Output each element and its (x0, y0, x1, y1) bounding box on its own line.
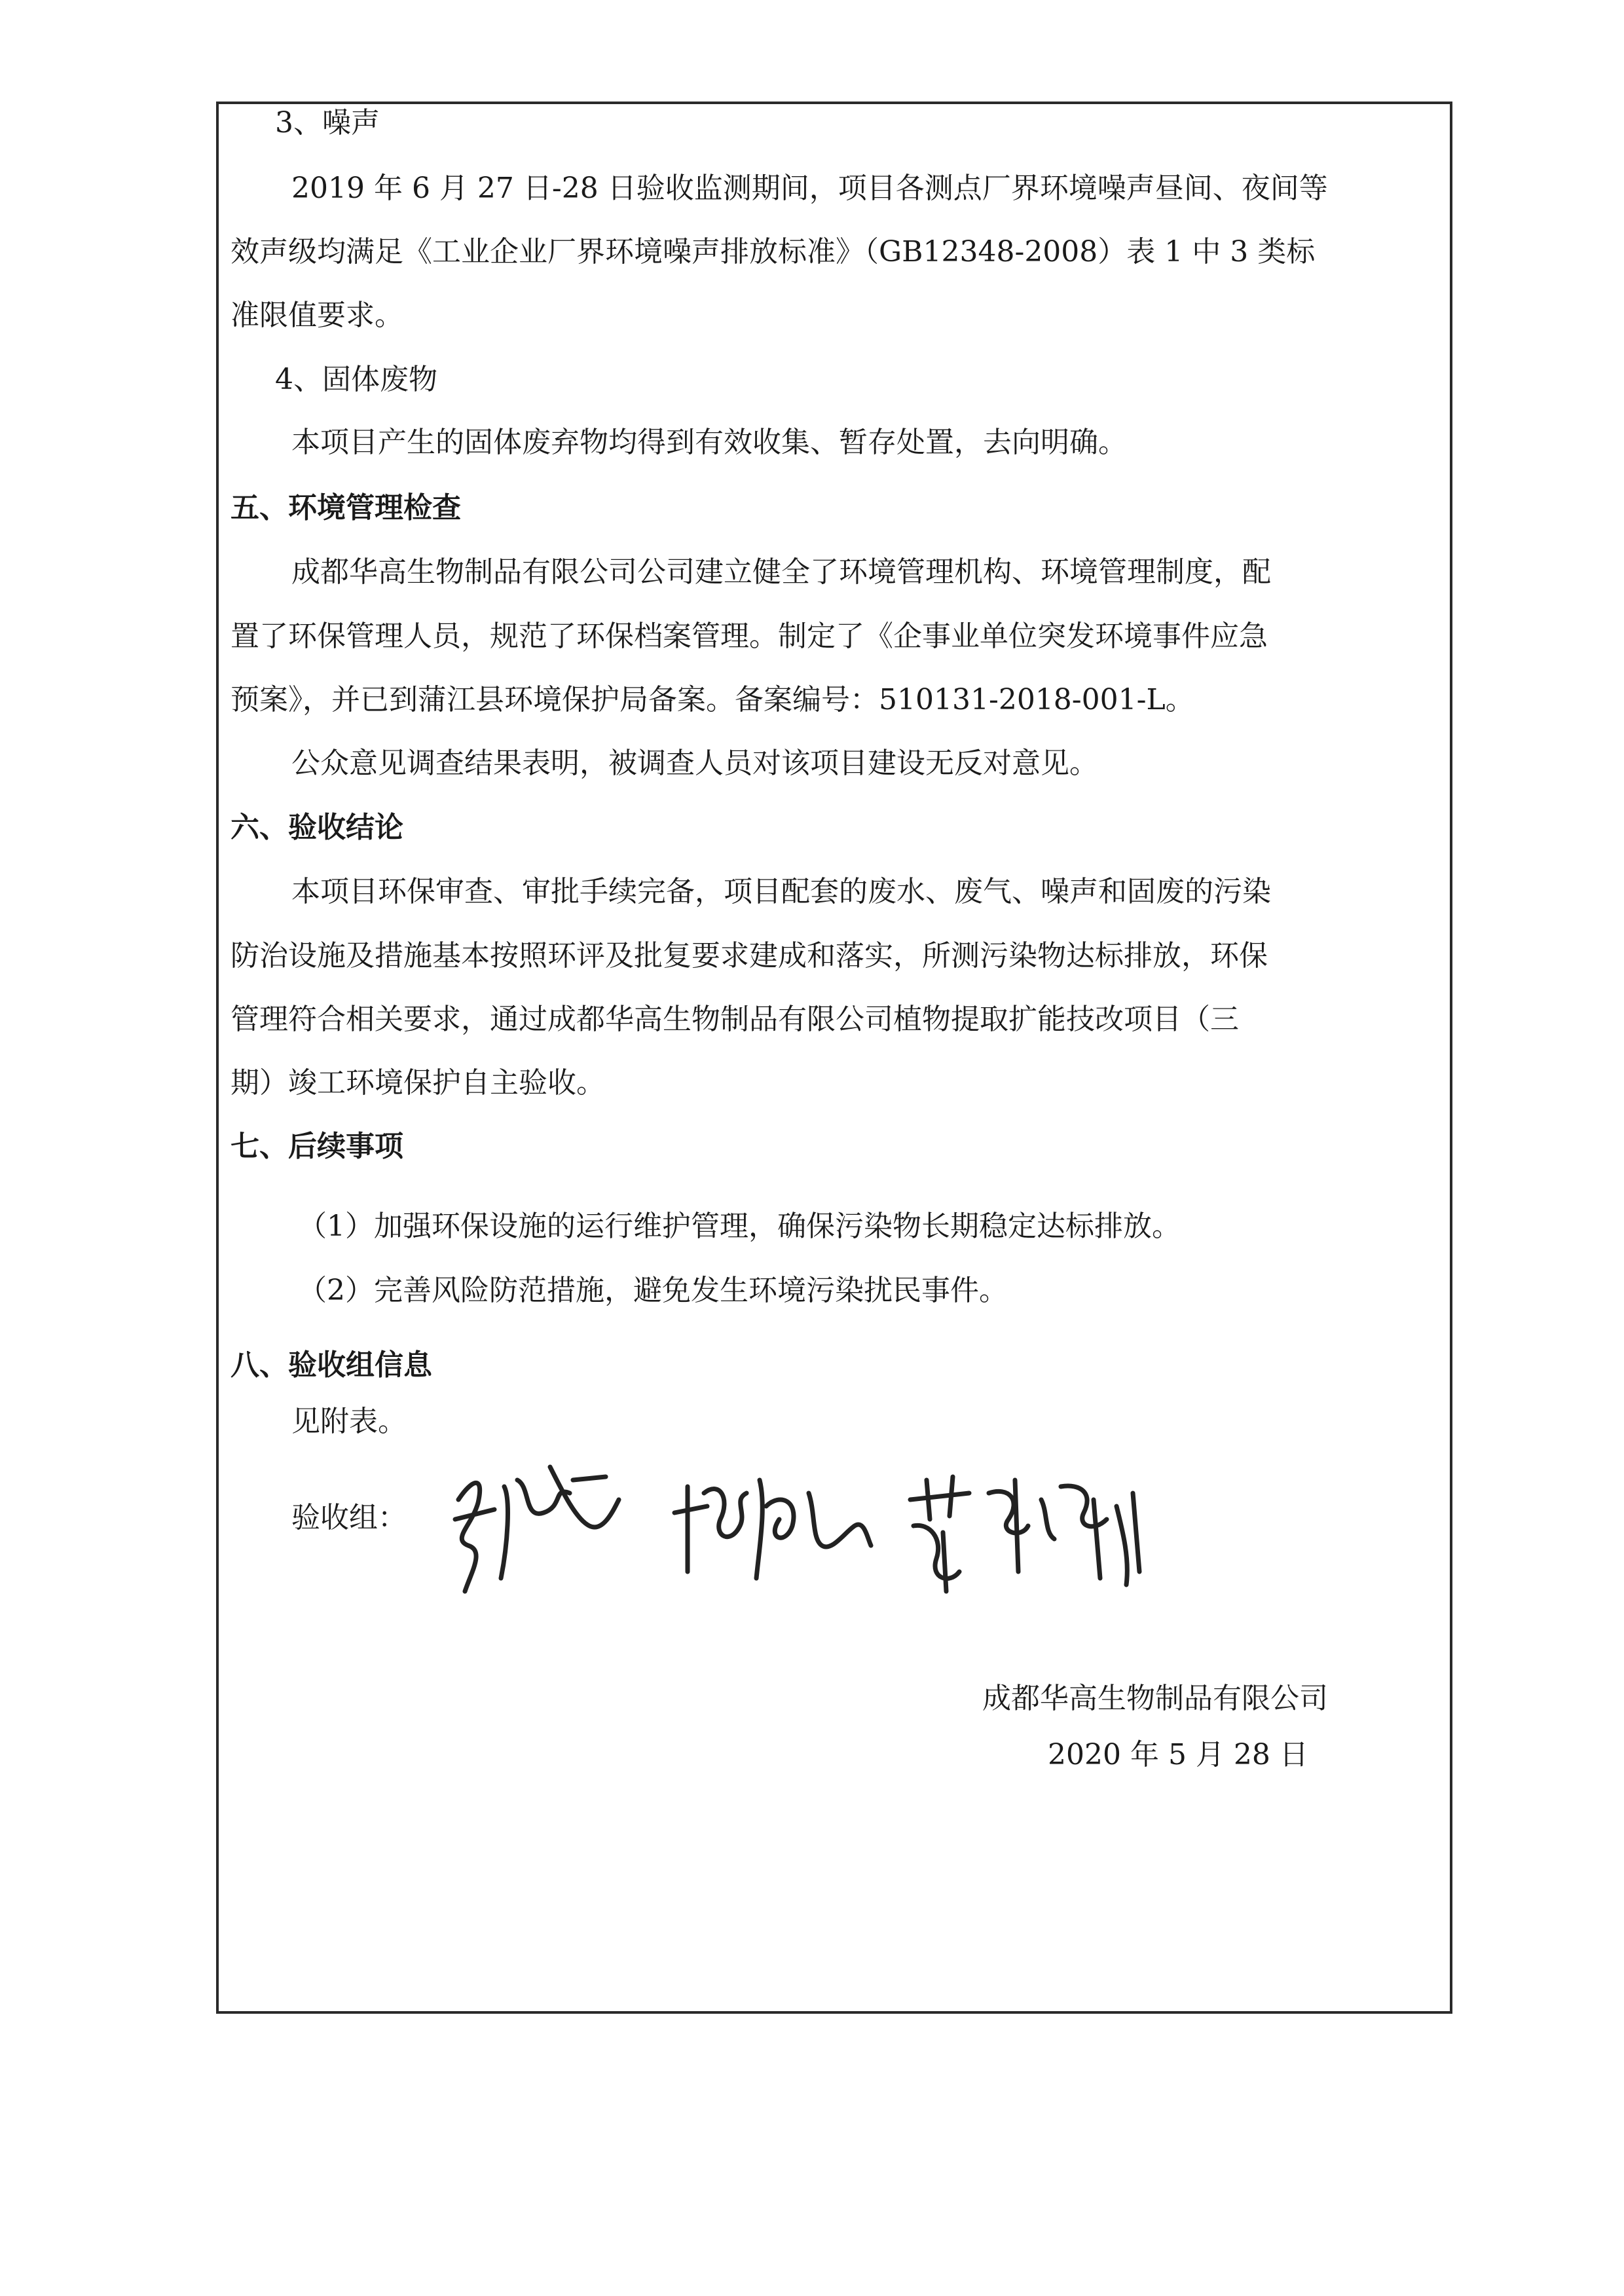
follow-up-item-1: （1）加强环保设施的运行维护管理，确保污染物长期稳定达标排放。 (298, 1210, 1181, 1243)
paragraph-noise-line-2: 效声级均满足《工业企业厂界环境噪声排放标准》（GB12348-2008）表 1 中 3 类标 (231, 235, 1316, 268)
heading-follow-up: 七、后续事项 (231, 1130, 403, 1163)
paragraph-see-attachment: 见附表。 (291, 1405, 407, 1438)
paragraph-env-line-2: 置了环保管理人员，规范了环保档案管理。制定了《企事业单位突发环境事件应急 (231, 620, 1268, 653)
paragraph-noise-line-1: 2019 年 6 月 27 日-28 日验收监测期间，项目各测点厂界环境噪声昼间、夜间等 (291, 172, 1328, 205)
heading-environment-management: 五、环境管理检查 (231, 491, 461, 525)
footer-company: 成都华高生物制品有限公司 (982, 1682, 1328, 1715)
paragraph-solid-waste: 本项目产生的固体废弃物均得到有效收集、暂存处置，去向明确。 (291, 426, 1127, 459)
paragraph-noise-line-3: 准限值要求。 (231, 299, 403, 332)
signature-1 (432, 1441, 629, 1611)
section-title-solid-waste: 4、固体废物 (275, 363, 437, 396)
signature-3 (897, 1441, 1146, 1611)
heading-acceptance-conclusion: 六、验收结论 (231, 811, 403, 844)
paragraph-conclusion-line-4: 期）竣工环境保护自主验收。 (231, 1066, 605, 1100)
follow-up-item-2: （2）完善风险防范措施，避免发生环境污染扰民事件。 (298, 1274, 1008, 1307)
footer-date: 2020 年 5 月 28 日 (1048, 1738, 1308, 1771)
paragraph-env-line-4: 公众意见调查结果表明，被调查人员对该项目建设无反对意见。 (291, 747, 1098, 780)
paragraph-conclusion-line-3: 管理符合相关要求，通过成都华高生物制品有限公司植物提取扩能技改项目（三 (231, 1003, 1239, 1036)
section-title-noise: 3、噪声 (275, 106, 380, 139)
heading-group-info: 八、验收组信息 (231, 1348, 432, 1382)
paragraph-conclusion-line-1: 本项目环保审查、审批手续完备，项目配套的废水、废气、噪声和固废的污染 (291, 875, 1271, 908)
paragraph-env-line-1: 成都华高生物制品有限公司公司建立健全了环境管理机构、环境管理制度，配 (291, 555, 1271, 589)
paragraph-env-line-3: 预案》，并已到蒲江县环境保护局备案。备案编号：510131-2018-001-L。 (231, 683, 1194, 716)
paragraph-conclusion-line-2: 防治设施及措施基本按照环评及批复要求建成和落实，所测污染物达标排放，环保 (231, 939, 1268, 972)
signature-2 (668, 1441, 877, 1611)
acceptance-group-label: 验收组： (291, 1501, 407, 1534)
